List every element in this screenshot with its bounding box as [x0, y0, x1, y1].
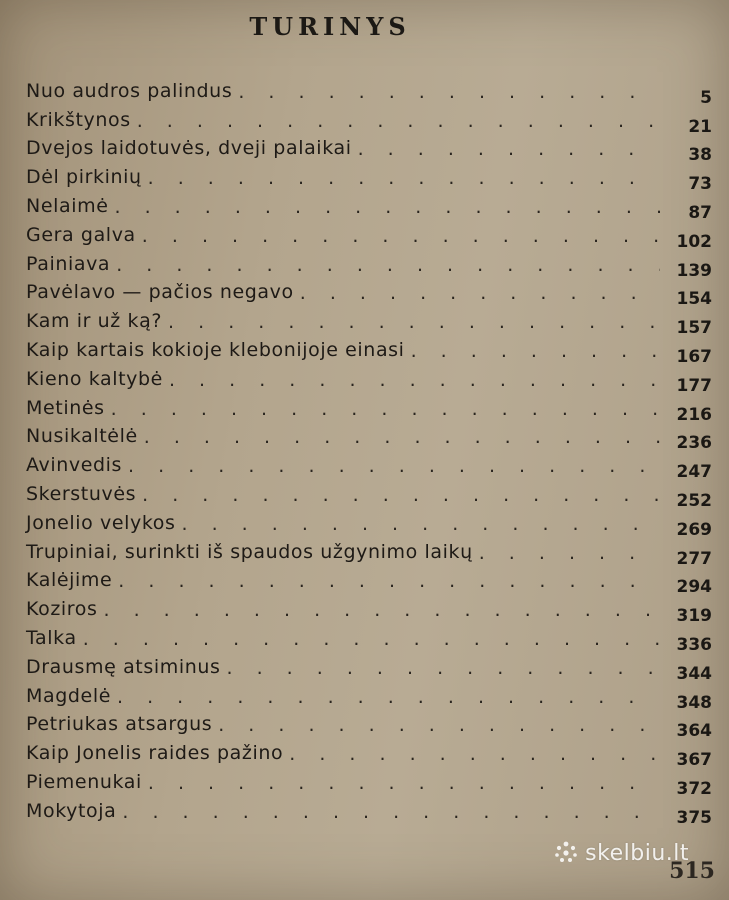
toc-entry [26, 506, 716, 540]
dot-leader [111, 398, 660, 420]
dot-leader [300, 282, 660, 304]
toc-entry [26, 304, 716, 339]
toc-entry-page: 157 [676, 318, 712, 339]
toc-entry-title: Kam ir už ką? [26, 310, 163, 333]
toc-entry-title: Gera galva [26, 223, 136, 246]
toc-entry [26, 276, 716, 310]
dot-leader [289, 743, 660, 765]
dot-leader [144, 426, 660, 448]
dot-leader [118, 570, 660, 592]
dot-leader [148, 772, 660, 794]
dot-leader [238, 81, 660, 103]
toc-entry [26, 708, 716, 742]
toc-entry-page: 167 [676, 346, 712, 367]
toc-entry-page: 216 [676, 404, 712, 425]
skelbiu-dots-logo-icon [553, 840, 579, 866]
toc-entry-title: Petriukas atsargus [26, 713, 213, 736]
toc-entry-title: Piemenukai [26, 770, 142, 793]
toc-entry-page: 367 [676, 750, 712, 771]
toc-entry [26, 621, 716, 655]
toc-entry-title: Kieno kaltybė [26, 367, 163, 390]
toc-entry-title: Jonelio velykos [26, 511, 176, 534]
dot-leader [168, 311, 660, 333]
toc-entry-page: 21 [688, 116, 712, 137]
toc-entry [26, 391, 716, 425]
toc-entry-title: Trupiniai, surinkti iš spaudos užgynimo laikų [26, 540, 473, 563]
page-number: 515 [669, 858, 715, 884]
toc-entry-title: Dėl pirkinių [26, 166, 142, 189]
toc-entry-title: Magdelė [26, 684, 112, 707]
toc-entry-title: Dvejos laidotuvės, dveji palaikai [26, 137, 352, 160]
toc-entry-page: 139 [676, 260, 712, 281]
toc-entry-page: 269 [676, 519, 712, 540]
toc-entry-page: 277 [676, 548, 712, 569]
toc-entry-page: 177 [676, 375, 712, 396]
toc-entry-title: Skerstuvės [26, 482, 137, 505]
toc-entry [26, 333, 716, 367]
toc-entry-title: Krikštynos [26, 108, 131, 131]
toc-entry [26, 218, 716, 252]
toc-entry [26, 247, 716, 281]
toc-entry-title: Pavėlavo — pačios negavo [26, 281, 294, 304]
toc-entry-title: Painiava [26, 252, 111, 275]
toc-entry-page: 294 [676, 577, 712, 598]
toc-entry-page: 87 [688, 202, 712, 223]
dot-leader [142, 225, 660, 247]
toc-entry [26, 74, 716, 108]
toc-entry-title: Drausmę atsiminus [26, 655, 221, 678]
toc-entry-page: 154 [676, 289, 712, 310]
toc-entry-page: 247 [676, 462, 712, 483]
toc-entry [26, 189, 716, 223]
toc-entry-title: Nelaimė [26, 194, 109, 217]
toc-entry-page: 73 [688, 174, 712, 195]
dot-leader [117, 686, 660, 708]
toc-entry-page: 372 [676, 778, 712, 799]
toc-entry-page: 319 [676, 606, 712, 627]
toc-entry-title: Kaip kartais kokioje klebonijoje einasi [26, 338, 405, 361]
toc-entry [26, 592, 716, 627]
toc-entry [26, 535, 716, 569]
dot-leader [227, 657, 660, 679]
toc-entry-page: 236 [676, 433, 712, 454]
toc-entry-page: 5 [700, 87, 712, 108]
dot-leader [142, 484, 660, 506]
toc-entry [26, 794, 716, 828]
toc-entry [26, 103, 716, 137]
toc-entry-title: Koziros [26, 598, 98, 621]
toc-entry-title: Kaip Jonelis raides pažino [26, 742, 284, 765]
toc-entry-page: 344 [676, 663, 712, 684]
page-title: TURINYS [249, 12, 411, 41]
toc-entry [26, 765, 716, 799]
toc-entry-title: Nusikaltėlė [26, 425, 138, 448]
toc-entry-title: Nuo audros palindus [26, 79, 233, 102]
toc-entry-page: 38 [688, 145, 712, 166]
dot-leader [182, 513, 661, 535]
dot-leader [148, 167, 660, 189]
dot-leader [358, 138, 660, 160]
toc-entry [26, 160, 716, 195]
toc-entry-page: 252 [676, 490, 712, 511]
toc-entry-page: 102 [676, 231, 712, 252]
toc-entry [26, 679, 716, 713]
toc-entry [26, 477, 716, 511]
table-of-contents [26, 74, 716, 828]
dot-leader [104, 599, 660, 621]
toc-entry-title: Mokytoja [26, 799, 117, 822]
toc-entry [26, 564, 716, 598]
dot-leader [122, 801, 660, 823]
toc-entry-title: Metinės [26, 396, 105, 419]
watermark-text: skelbiu.lt [585, 840, 689, 866]
toc-entry [26, 448, 716, 483]
toc-entry [26, 132, 716, 166]
toc-entry [26, 362, 716, 396]
toc-entry-title: Avinvedis [26, 454, 123, 477]
dot-leader [137, 110, 660, 132]
toc-entry-page: 348 [676, 692, 712, 713]
dot-leader [128, 455, 660, 477]
dot-leader [116, 254, 660, 276]
toc-entry [26, 736, 716, 771]
dot-leader [479, 542, 660, 564]
toc-entry-title: Talka [26, 626, 77, 649]
dot-leader [411, 340, 660, 362]
toc-entry-page: 375 [676, 807, 712, 828]
toc-entry [26, 650, 716, 684]
dot-leader [115, 196, 660, 218]
dot-leader [83, 628, 660, 650]
toc-entry-page: 336 [676, 634, 712, 655]
toc-entry-page: 364 [676, 721, 712, 742]
dot-leader [218, 714, 660, 736]
dot-leader [169, 369, 660, 391]
toc-entry [26, 420, 716, 454]
toc-entry-title: Kalėjime [26, 569, 113, 592]
